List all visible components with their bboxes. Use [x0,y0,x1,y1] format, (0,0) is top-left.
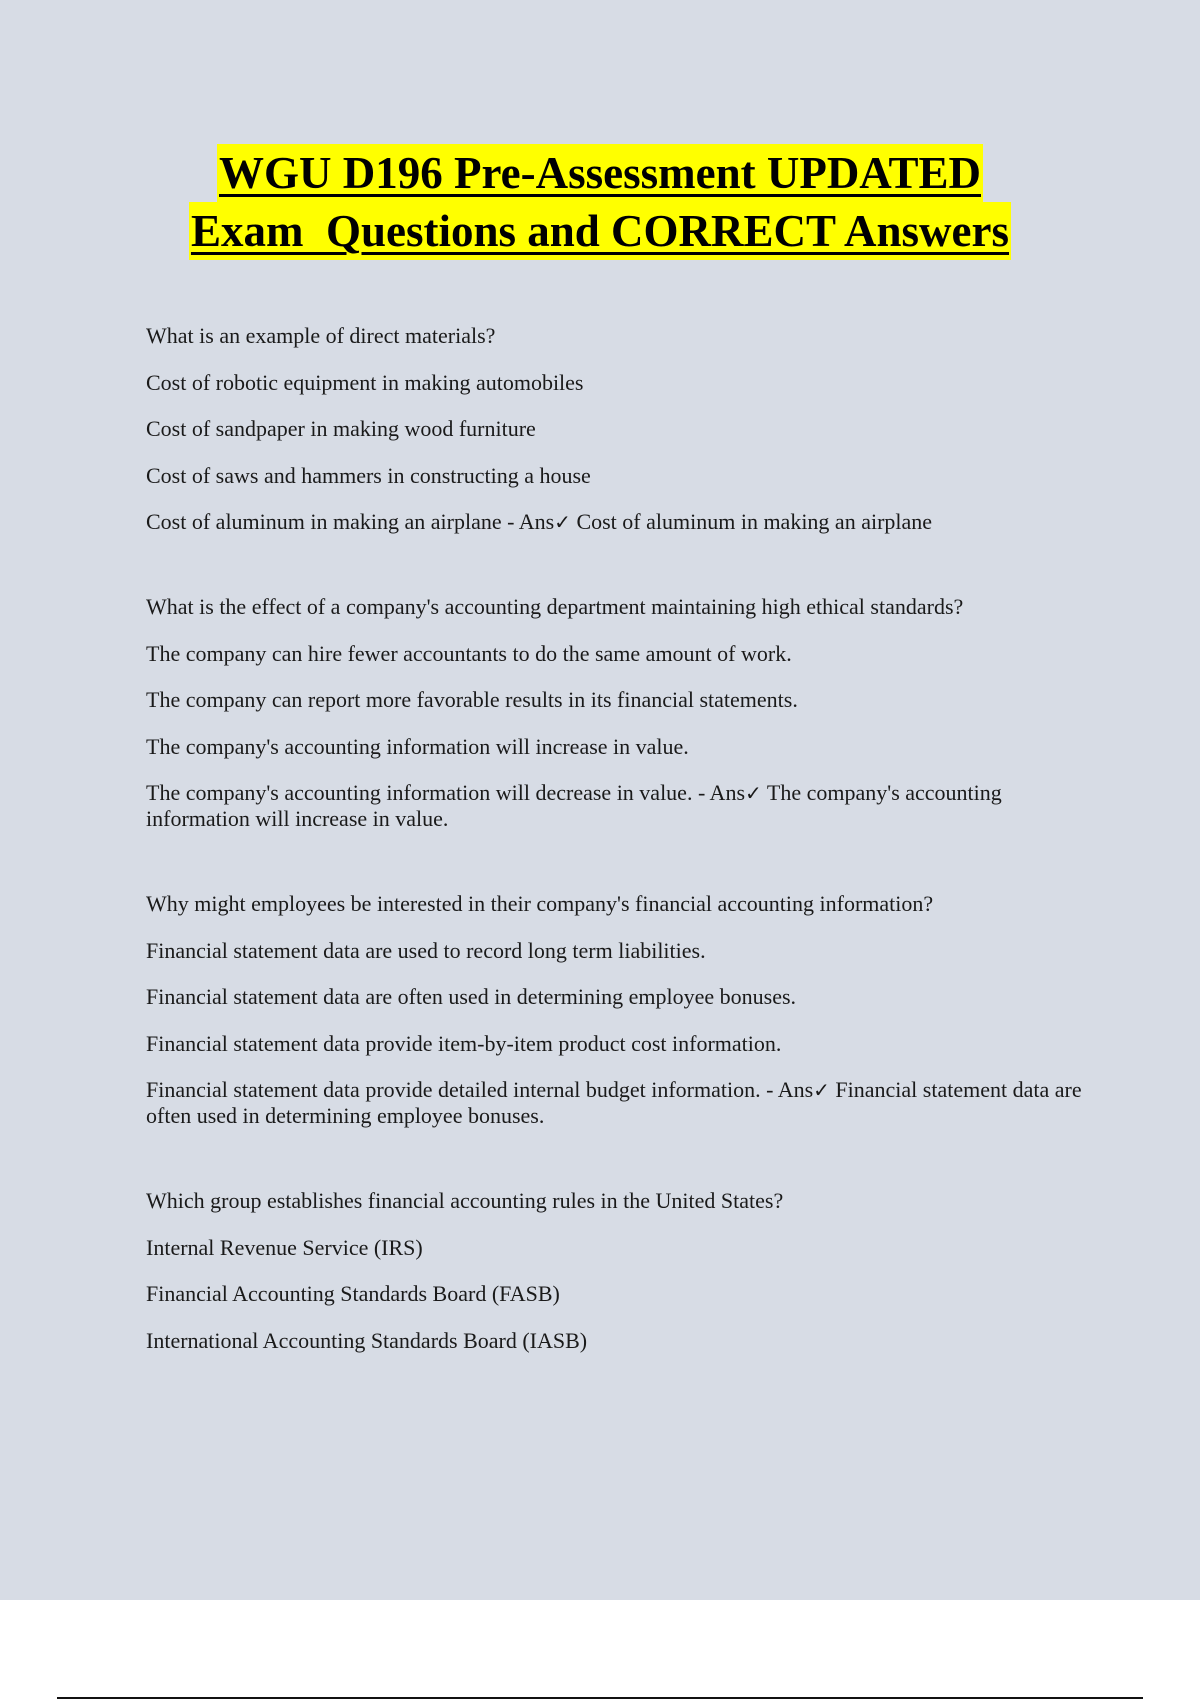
answer-option-with-answer [146,780,1096,832]
checkmark-icon: ✓ [813,1078,830,1102]
question-text: What is the effect of a company's accounting department maintaining high ethical standards? [146,594,964,619]
answer-option: Internal Revenue Service (IRS) [146,1234,423,1260]
answer-option: The company can hire fewer accountants to do the same amount of work. [146,640,792,666]
title-line-2: Exam Questions and CORRECT Answers [189,202,1011,260]
answer-option-text: Cost of aluminum in making an airplane - Ans [146,509,555,534]
answer-option: The company can report more favorable results in its financial statements. [146,687,798,712]
correct-answer: Financial statement data are often used in determining employee bonuses. [146,1077,1082,1128]
question-text: Why might employees be interested in their company's financial accounting information? [146,891,934,916]
question-text: Which group establishes financial accounting rules in the United States? [146,1188,784,1213]
question-block [146,1188,1096,1354]
answer-option: Cost of robotic equipment in making automobiles [146,369,584,395]
next-page-rule [57,1697,1143,1699]
answer-option: Financial Accounting Standards Board (FASB) [146,1281,560,1306]
correct-answer: The company's accounting information will increase in value. [146,780,1002,831]
question-list [146,323,1096,1413]
question-block [146,323,1096,535]
question-block [146,594,1096,832]
question-text: What is an example of direct materials? [146,323,496,348]
question-block [146,891,1096,1129]
answer-option-text: The company's accounting information will decrease in value. - Ans [146,780,746,805]
answer-option: Financial statement data are often used in determining employee bonuses. [146,984,797,1009]
answer-option: Financial statement data provide item-by-item product cost information. [146,1030,782,1056]
title-line-1: WGU D196 Pre-Assessment UPDATED [217,144,983,202]
answer-option: International Accounting Standards Board (IASB) [146,1327,588,1353]
answer-option: Cost of saws and hammers in constructing a house [146,462,591,488]
document-title [0,144,1200,260]
page-gap [0,1600,1200,1700]
answer-option-with-answer [146,1077,1096,1129]
answer-option-with-answer [146,509,1096,535]
answer-option-text: Financial statement data provide detailed internal budget information. - Ans [146,1077,814,1102]
correct-answer: Cost of aluminum in making an airplane [570,509,933,534]
checkmark-icon: ✓ [745,781,762,805]
checkmark-icon: ✓ [554,510,571,534]
answer-option: Cost of sandpaper in making wood furniture [146,416,536,441]
answer-option: The company's accounting information will increase in value. [146,733,689,759]
answer-option: Financial statement data are used to record long term liabilities. [146,937,706,963]
